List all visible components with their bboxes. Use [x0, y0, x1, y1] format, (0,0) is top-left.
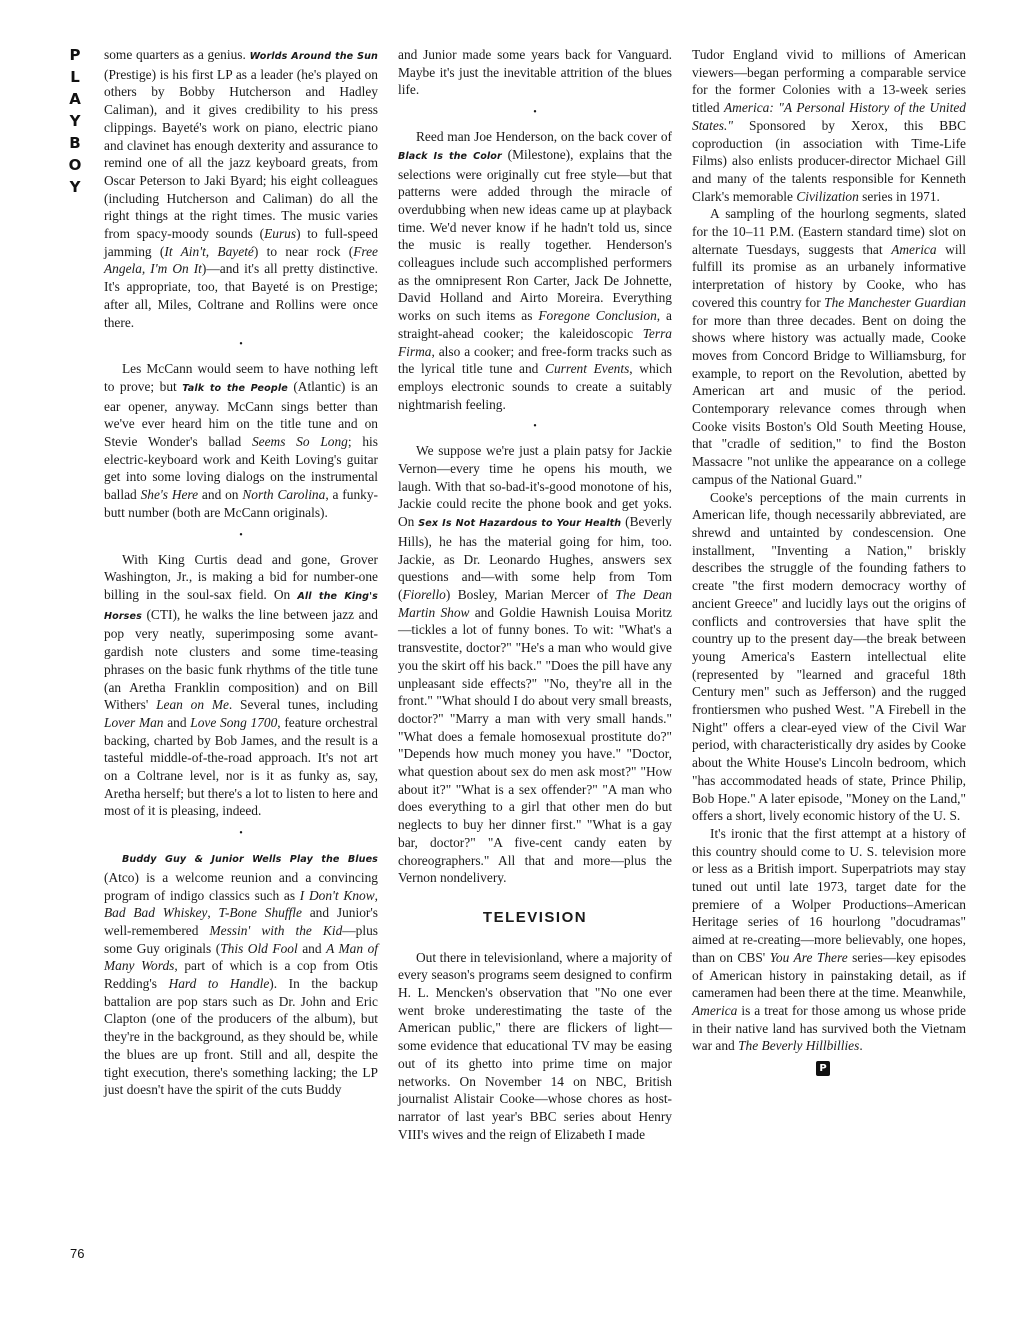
- body-text: ; his electric-keyboard work and Keith Loving's guitar get into some loving dialogs on the instrumental ballad: [104, 434, 378, 503]
- body-text: ) to full-speed jamming (: [104, 226, 378, 259]
- column-1: [104, 46, 378, 1099]
- body-text: We suppose we're just a plain patsy for Jackie Vernon—every time he opens his mouth, we laugh. With that so-bad-it's-good monotone of his, Jackie could recite the phone book and get yoks. On: [398, 443, 672, 530]
- paragraph: [692, 205, 966, 488]
- italic-text: Seems So Long: [251, 434, 348, 450]
- paragraph: [398, 949, 672, 1144]
- section-heading-television: TELEVISION: [482, 908, 588, 926]
- bunny-logo-icon: P: [816, 1061, 830, 1076]
- body-text: )—and it's all pretty distinctive. It's appropriate, too, that Bayeté is on Prestige; after all, Miles, Coltrane and Rollins were once there.: [104, 261, 379, 330]
- paragraph: [692, 825, 966, 1055]
- column-3: [692, 46, 966, 1076]
- italic-text: Eurus: [264, 226, 297, 242]
- body-text: , a funky-butt number (both are McCann originals).: [104, 487, 379, 520]
- italic-text: Current Events: [545, 361, 630, 377]
- body-text: ,: [207, 905, 219, 921]
- body-text: Cooke's perceptions of the main currents in American life, though necessarily abbreviated, are shrewd and untainted by condescension. One installment, "Inventing a Nation," briskly describes the struggle of the founding fathers to create "the first modern democracy worthy of ancient Greece" and lucidly lays out the origins of conflicts and controversies that have split the country up to the present day—the break between young America's Eastern intellectual elite (represented by "learned and graceful 18th Century men" such as Jefferson) and the rugged frontiersmen who pushed West. "A Firebell in the Night" offers a clear-eyed view of the Civil War period, with characteristically dry asides by Cooke about the White House's Lincoln bedroom, which "has accommodated heads of state, Prince Philip, Bob Hope." A later episode, "Money on the Land," offers a short, lively economic history of the U. S.: [692, 489, 966, 824]
- italic-text: You Are There: [769, 949, 848, 965]
- body-text: It's ironic that the first attempt at a history of this country should come to U. S. television more or less as a British import. Superpatriots may stay tuned out until late 1973, target date for the premiere of a Wolper Productions–American Heritage series of 16 hourlong "docudramas" aimed at re-creating—more believably, one hopes, than on CBS': [692, 825, 966, 965]
- body-text: and: [297, 940, 327, 956]
- body-text: (Milestone), explains that the selections were originally cut free style—but that patterns were added through the miracle of overdubbing when new ideas came up at playback time. We'd never know if he hadn't told us, since the music is really together. Henderson's colleagues include such accomplished performers as the omnipresent Ron Carter, Jack De Johnette, David Holland and Airto Moreira. Everything works on such items as: [398, 146, 672, 324]
- masthead-letter: A: [69, 90, 81, 108]
- italic-text: Lean on Me: [156, 697, 229, 713]
- page-number: 76: [70, 1246, 85, 1261]
- body-text: will fulfill its promise as an urbanely informative interpretation of history by Cooke, who has covered this country for: [692, 241, 966, 310]
- body-text: series in 1971.: [858, 188, 940, 204]
- body-text: Tudor England vivid to millions of American viewers—began performing a comparable service for the former Colonies with a 13-week series titled: [692, 47, 966, 116]
- paragraph: [398, 46, 672, 99]
- body-text: A sampling of the hourlong segments, slated for the 10–11 P.M. (Eastern standard time) slot on alternate Tuesdays, suggests that: [692, 206, 966, 257]
- body-text: , which employs electronic sounds to create a suitably nightmarish feeling.: [398, 361, 673, 412]
- album-title: All the King's Horses: [104, 590, 378, 622]
- body-text: , also a cooker; and free-form tracks such as the lyrical title tune and: [398, 343, 672, 377]
- italic-text: Civilization: [796, 188, 859, 204]
- body-text: (CTI), he walks the line between jazz and pop very neatly, superimposing some avant-gardish note clusters and some time-teasing phrases on the basic funk rhythms of the title tune (an Aretha Franklin composition) and on Bill Withers': [104, 606, 378, 713]
- paragraph: [104, 360, 378, 521]
- italic-text: Hard to Handle: [168, 976, 270, 992]
- body-text: and Junior made some years back for Vanguard. Maybe it's just the inevitable attrition of the blues life.: [398, 47, 672, 98]
- italic-text: I Don't Know: [299, 887, 375, 903]
- italic-text: She's Here: [140, 487, 199, 503]
- album-title: Sex Is Not Hazardous to Your Health: [418, 518, 622, 530]
- body-text: and: [163, 714, 191, 730]
- album-title: Buddy Guy & Junior Wells Play the Blues: [122, 854, 378, 866]
- masthead: [62, 44, 88, 198]
- body-text: and Goldie Hawnish Louisa Moritz—tickles a lot of funny bones. To wit: "What's a transvestite, doctor?" "He's a man who would give you the skirt off his back." "Does the pill have any unpleasant side effects?" "No, they're all in the front." "What should I do about very small breasts, doctor?" "Marry a man with very small hands." "What does a female homosexual prostitute do?" "Depends how much money you have." "Doctor, what question about sex do men ask most?" "How about it?" "What is a sex offender?" "A man who does everything to a girl that other men do but neglects to buy her dinner first." "What is a gay bar, doctor?" "A five-cent candy eaten by choreographers." All that and more—plus the Vernon nondelivery.: [398, 604, 673, 886]
- bullet-separator: •: [533, 421, 537, 433]
- italic-text: North Carolina: [242, 487, 326, 503]
- body-text: ). In the backup battalion are pop stars such as Dr. John and Eric Clapton (one of the producers of the album), but they're in the background, as they should be, while the blues are up front. Still and all, despite the tight execution, there's something lacking; the LP just doesn't have the spirit of the cuts Buddy: [104, 976, 378, 1098]
- italic-text: The Beverly Hillbillies: [738, 1038, 860, 1054]
- body-text: . Several tunes, including: [228, 697, 378, 713]
- bullet-separator: •: [239, 339, 243, 351]
- paragraph: [692, 46, 966, 205]
- column-2: [398, 46, 672, 1143]
- body-text: ,: [374, 887, 378, 903]
- body-text: With King Curtis dead and gone, Grover Washington, Jr., is making a bid for number-one billing in the soul-sax field. On: [104, 551, 378, 602]
- paragraph: [692, 489, 966, 825]
- paragraph: [104, 551, 378, 821]
- italic-text: Love Song 1700: [190, 714, 278, 730]
- italic-text: America: "A Personal History of the United States.": [692, 100, 966, 133]
- body-text: ) Bosley, Marian Mercer of: [445, 586, 616, 602]
- italic-text: The Manchester Guardian: [824, 294, 966, 310]
- album-title: Black Is the Color: [398, 150, 502, 162]
- masthead-letter: Y: [69, 178, 81, 196]
- body-text: .: [859, 1038, 863, 1054]
- italic-text: Bad Bad Whiskey: [104, 905, 208, 921]
- masthead-letter: P: [69, 46, 81, 64]
- italic-text: Messin' with the Kid: [209, 922, 343, 938]
- paragraph: [104, 849, 378, 1099]
- album-title: Worlds Around the Sun: [249, 51, 378, 62]
- paragraph: [398, 442, 672, 887]
- italic-text: Foregone Conclusion: [538, 308, 657, 324]
- body-text: Out there in televisionland, where a majority of every season's programs seem designed to confirm H. L. Mencken's observation that "No one ever went broke underestimating the taste of the American public," there are flickers of light—some evidence that educational TV may be easing out of its ghetto into prime time on major networks. On November 14 on NBC, British journalist Alistair Cooke—whose chores as host-narrator of last year's BBC series about Henry VIII's wives and the reign of Elizabeth I made: [398, 949, 672, 1142]
- body-text: and Junior's well-remembered: [104, 905, 378, 938]
- body-text: Sponsored by Xerox, this BBC coproduction (in association with Time-Life Films) also enlists producer-director Michael Gill and many of the talents responsible for Kenneth Clark's memorable: [692, 117, 966, 204]
- body-text: , part of which is a cop from Otis Redding's: [104, 958, 378, 992]
- italic-text: This Old Fool: [220, 940, 298, 956]
- masthead-letter: Y: [69, 112, 81, 130]
- body-text: (Atco) is a welcome reunion and a convincing program of indigo classics such as: [104, 869, 378, 903]
- body-text: Reed man Joe Henderson, on the back cover of: [416, 129, 672, 145]
- body-text: some quarters as a genius.: [104, 47, 250, 62]
- body-text: —plus some Guy originals (: [104, 922, 378, 956]
- bullet-separator: •: [533, 107, 537, 119]
- bullet-separator: •: [239, 529, 243, 541]
- body-text: ) to near rock (: [253, 243, 354, 259]
- body-text: Les McCann would seem to have nothing left to prove; but: [104, 361, 378, 394]
- italic-text: It Ain't, Bayeté: [164, 243, 254, 259]
- italic-text: Free Angela, I'm On It: [104, 243, 378, 277]
- italic-text: Terra Firma: [398, 325, 672, 359]
- italic-text: The Dean Martin Show: [398, 586, 672, 620]
- body-text: (Atlantic) is an ear opener, anyway. McCann sings better than we've ever heard him on the title tune and on Stevie Wonder's ballad: [104, 378, 378, 450]
- body-text: (Beverly Hills), he has the material going for him, too. Jackie, as Dr. Leonardo Hughes, answers sex questions and—with some help from Tom (: [398, 514, 672, 602]
- album-title: Talk to the People: [182, 382, 288, 394]
- paragraph: [398, 128, 672, 413]
- italic-text: Fiorello: [402, 586, 446, 602]
- body-text: , feature orchestral backing, charted by Bob James, and the result is a tasteful middle-of-the-road approach. It's not art on a Coltrane level, nor is it as funky as, say, Aretha herself; but there's a lot to listen to here and most of it is pleasing, indeed.: [104, 714, 379, 819]
- italic-text: A Man of Many Words: [104, 940, 378, 974]
- body-text: is a treat for those among us whose pride in their native land has survived both the Vietnam war and: [692, 1002, 966, 1054]
- bullet-separator: •: [239, 828, 243, 840]
- masthead-letter: L: [70, 68, 80, 86]
- body-text: series—key episodes of American history in painstaking detail, as if cameramen had been there at the time. Meanwhile,: [692, 949, 966, 1001]
- italic-text: America: [692, 1002, 738, 1018]
- masthead-letter: O: [68, 156, 82, 174]
- italic-text: America: [891, 241, 937, 257]
- paragraph: [104, 46, 378, 331]
- italic-text: Lover Man: [104, 714, 164, 730]
- body-text: for more than three decades. Bent on doing the shows where history was actually made, Cooke moves from Concord Bridge to Williamsburg, for example, to report on the Revolution, abetted by American art and music of the period. Contemporary relevance comes through when Cooke visits Boston's Old South Meeting House, that "cradle of sedition," to find the Boston Massacre "not unlike the appearance on a college campus of the National Guard.": [692, 312, 966, 487]
- body-text: , a straight-ahead cooker; the kaleidoscopic: [398, 308, 672, 341]
- body-text: and on: [198, 487, 243, 503]
- end-mark-wrapper: [692, 1055, 966, 1076]
- body-text: (Prestige) is his first LP as a leader (he's played on others by Bobby Hutcherson and Hadley Caliman), and it gives credibility to his press clippings. Bayeté's work on piano, electric piano and clavinet has enough dexterity and assurance to remind one of all the jazz keyboard greats, from Oscar Peterson to Jaki Byard; his eight colleagues (including Hutcherson and Caliman) do all the right things at the right times. The music varies from spacy-moody sounds (: [104, 66, 378, 242]
- masthead-letter: B: [69, 134, 81, 152]
- italic-text: T-Bone Shuffle: [218, 905, 302, 921]
